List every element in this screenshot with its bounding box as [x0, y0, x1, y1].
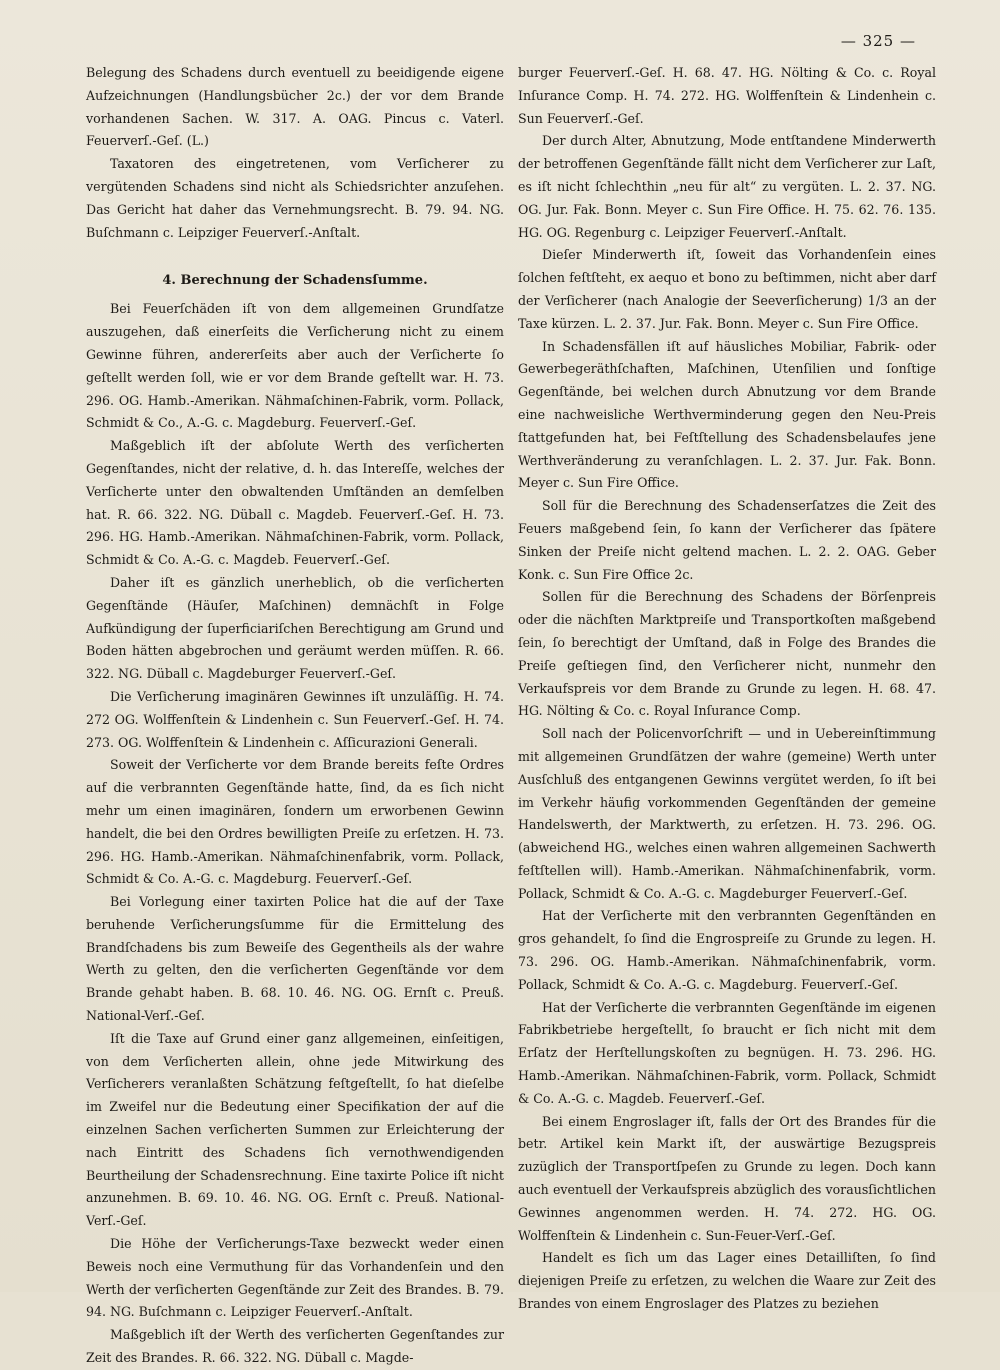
paragraph: Bei einem Engroslager iſt, falls der Ort des Brandes für die betr. Artikel kein Markt iſt, der auswärtige Bezugspreis zuzüglich der Transportſpeſen zu Grunde zu legen. Doch kann auch eventuell der Verkaufspreis abzüglich des vorausſichtlichen Gewinnes angenommen werden. H. 74. 272. HG. OG. Wolffenſtein & Lindenhein c. Sun-Feuer-Verſ.-Geſ. [518, 1113, 936, 1243]
paragraph: burger Feuerverſ.-Geſ. H. 68. 47. HG. Nölting & Co. c. Royal Inſurance Comp. H. 74. 272. HG. Wolffenſtein & Lindenhein c. Sun Feuerverſ.-Geſ. [518, 65, 936, 126]
paragraph: Iſt die Taxe auf Grund einer ganz allgemeinen, einſeitigen, von dem Verſicherten allein, ohne jede Mitwirkung des Verſicherers veranlaßten Schätzung feſtgeſtellt, ſo hat dieſelbe im Zweifel nur die Bedeutung einer Specifikation der auf die einzelnen Sachen verſicherten Summen zur Erleichterung der nach Eintritt des Schadens ſich vernothwendigenden Beurtheilung der Schadensrechnung. Eine taxirte Police iſt nicht anzunehmen. B. 69. 10. 46. NG. OG. Ernſt c. Preuß. National-Verſ.-Geſ. [86, 1030, 504, 1229]
paragraph: Der durch Alter, Abnutzung, Mode entſtandene Minderwerth der betroffenen Gegenſtände fällt nicht dem Verſicherer zur Laſt, es iſt nicht ſchlechthin „neu für alt“ zu vergüten. L. 2. 37. NG. OG. Jur. Fak. Bonn. Meyer c. Sun Fire Office. H. 75. 62. 76. 135. HG. OG. Regenburg c. Leipziger Feuerverſ.-Anſtalt. [518, 133, 936, 240]
paragraph: In Schadensfällen iſt auf häusliches Mobiliar, Fabrik- oder Gewerbegeräthſchaften, Maſchinen, Utenſilien und ſonſtige Gegenſtände, bei welchen durch Abnutzung vor dem Brande eine nachweisliche Werthverminderung gegen den Neu-Preis ſtattgefunden hat, bei Feſtſtellung des Schadensbelaufes jene Werthveränderung zu veranſchlagen. L. 2. 37. Jur. Fak. Bonn. Meyer c. Sun Fire Office. [518, 338, 936, 491]
paragraph: Die Höhe der Verſicherungs-Taxe bezweckt weder einen Beweis noch eine Vermuthung für das Vorhandenſein und den Werth der verſicherten Gegenſtände zur Zeit des Brandes. B. 79. 94. NG. Buſchmann c. Leipziger Feuerverſ.-Anſtalt. [86, 1236, 504, 1320]
paragraph: Daher iſt es gänzlich unerheblich, ob die verſicherten Gegenſtände (Häuſer, Maſchinen) demnächſt in Folge Aufkündigung der ſuperficiariſchen Berechtigung am Grund und Boden hätten abgebrochen und geräumt werden müſſen. R. 66. 322. NG. Düball c. Magdeburger Feuerverſ.-Geſ. [86, 574, 504, 682]
paragraph: Dieſer Minderwerth iſt, ſoweit das Vorhandenſein eines ſolchen feſtſteht, ex aequo et bono zu beſtimmen, nicht aber darf der Verſicherer (nach Analogie der Seeverſicherung) 1/3 an der Taxe kürzen. L. 2. 37. Jur. Fak. Bonn. Meyer c. Sun Fire Office. [518, 247, 936, 331]
right-column [518, 62, 936, 1370]
paragraph: Soweit der Verſicherte vor dem Brande bereits feſte Ordres auf die verbrannten Gegenſtände hatte, ſind, da es ſich nicht mehr um einen imaginären, ſondern um erworbenen Gewinn handelt, die bei den Ordres bewilligten Preiſe zu erſetzen. H. 73. 296. HG. Hamb.-Amerikan. Nähmaſchinenfabrik, vorm. Pollack, Schmidt & Co. A.-G. c. Magdeburg. Feuerverſ.-Geſ. [86, 757, 504, 887]
paragraph: Bei Vorlegung einer taxirten Police hat die auf der Taxe beruhende Verſicherungsſumme für die Ermittelung des Brandſchadens bis zum Beweiſe des Gegentheils als der wahre Werth zu gelten, den die verſicherten Gegenſtände vor dem Brande gehabt haben. B. 68. 10. 46. NG. OG. Ernſt c. Preuß. National-Verſ.-Geſ. [86, 894, 504, 1024]
two-column-body [86, 62, 936, 1370]
paragraph: Hat der Verſicherte die verbrannten Gegenſtände im eigenen Fabrikbetriebe hergeſtellt, ſo braucht er ſich nicht mit dem Erſatz der Herſtellungskoſten zu begnügen. H. 73. 296. HG. Hamb.-Amerikan. Nähmaſchinen-Fabrik, vorm. Pollack, Schmidt & Co. A.-G. c. Magdeb. Feuerverſ.-Geſ. [518, 999, 936, 1106]
paragraph: Handelt es ſich um das Lager eines Detailliſten, ſo ſind diejenigen Preiſe zu erſetzen, zu welchen die Waare zur Zeit des Brandes von einem Engroslager des Platzes zu beziehen [518, 1250, 936, 1312]
paragraph: Maßgeblich iſt der abſolute Werth des verſicherten Gegenſtandes, nicht der relative, d. h. das Intereſſe, welches der Verſicherte unter den obwaltenden Umſtänden an demſelben hat. R. 66. 322. NG. Düball c. Magdeb. Feuerverſ.-Geſ. H. 73. 296. HG. Hamb.-Amerikan. Nähmaſchinen-Fabrik, vorm. Pollack, Schmidt & Co. A.-G. c. Magdeb. Feuerverſ.-Geſ. [86, 438, 504, 568]
paragraph: Sollen für die Berechnung des Schadens der Börſenpreis oder die nächſten Marktpreiſe und Transportkoſten maßgebend ſein, ſo berechtigt der Umſtand, daß in Folge des Brandes die Preiſe geſtiegen ſind, den Verſicherer nicht, nunmehr den Verkaufspreis vor dem Brande zu Grunde zu legen. H. 68. 47. HG. Nölting & Co. c. Royal Inſurance Comp. [518, 589, 936, 719]
paragraph: Soll für die Berechnung des Schadenserſatzes die Zeit des Feuers maßgebend ſein, ſo kann der Verſicherer das ſpätere Sinken der Preiſe nicht geltend machen. L. 2. 2. OAG. Geber Konk. c. Sun Fire Office 2c. [518, 498, 936, 582]
section-heading: 4. Berechnung der Schadensſumme. [162, 273, 428, 289]
paragraph: Bei Feuerſchäden iſt von dem allgemeinen Grundſatze auszugehen, daß einerſeits die Verſicherung nicht zu einem Gewinne führen, andererſeits aber auch der Verſicherte ſo geſtellt werden ſoll, wie er vor dem Brande geſtellt war. H. 73. 296. OG. Hamb.-Amerikan. Nähmaſchinen-Fabrik, vorm. Pollack, Schmidt & Co., A.-G. c. Magdeburg. Feuerverſ.-Geſ. [86, 301, 504, 431]
page-number: — 325 — [840, 32, 916, 50]
paragraph: Soll nach der Policenvorſchrift — und in Uebereinſtimmung mit allgemeinen Grundſätzen der wahre (gemeine) Werth unter Ausſchluß des entgangenen Gewinns vergütet werden, ſo iſt bei im Verkehr häufig vorkommenden Gegenſtänden der gemeine Handelswerth, der Marktwerth, zu erſetzen. H. 73. 296. OG. (abweichend HG., welches einen wahren allgemeinen Sachwerth feſtſtellen will). Hamb.-Amerikan. Nähmaſchinenfabrik, vorm. Pollack, Schmidt & Co. A.-G. c. Magdeburger Feuerverſ.-Geſ. [518, 726, 936, 901]
paragraph: Maßgeblich iſt der Werth des verſicherten Gegenſtandes zur Zeit des Brandes. R. 66. 322. NG. Düball c. Magde- [86, 1327, 504, 1366]
left-column [86, 62, 504, 1370]
paragraph: Die Verſicherung imaginären Gewinnes iſt unzuläſſig. H. 74. 272 OG. Wolffenſtein & Lindenhein c. Sun Feuerverſ.-Geſ. H. 74. 273. OG. Wolffenſtein & Lindenhein c. Aſſicurazioni Generali. [86, 688, 504, 750]
paragraph: Belegung des Schadens durch eventuell zu beeidigende eigene Aufzeichnungen (Handlungsbücher 2c.) der vor dem Brande vorhandenen Sachen. W. 317. A. OAG. Pincus c. Vaterl. Feuerverſ.-Geſ. (L.) [86, 65, 504, 149]
paragraph: Hat der Verſicherte mit den verbrannten Gegenſtänden en gros gehandelt, ſo ſind die Engrospreiſe zu Grunde zu legen. H. 73. 296. OG. Hamb.-Amerikan. Nähmaſchinenfabrik, vorm. Pollack, Schmidt & Co. A.-G. c. Magdeburg. Feuerverſ.-Geſ. [518, 908, 936, 992]
paragraph: Taxatoren des eingetretenen, vom Verſicherer zu vergütenden Schadens sind nicht als Schiedsrichter anzuſehen. Das Gericht hat daher das Vernehmungsrecht. B. 79. 94. NG. Buſchmann c. Leipziger Feuerverſ.-Anſtalt. [86, 156, 504, 240]
